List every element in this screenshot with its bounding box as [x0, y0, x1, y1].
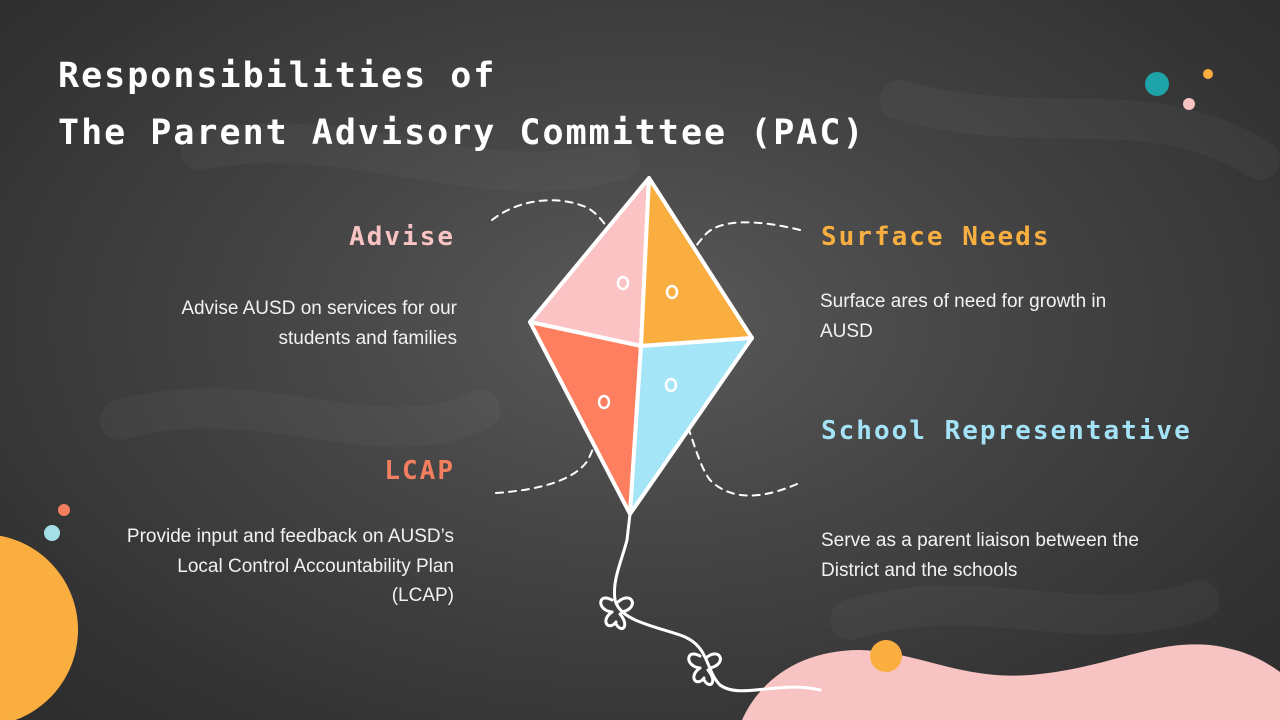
orange-blob	[0, 534, 78, 720]
kite-top-right	[641, 178, 752, 346]
lcap-heading: LCAP	[384, 456, 455, 486]
title-line-2: The Parent Advisory Committee (PAC)	[58, 113, 866, 153]
light-blue-dot	[44, 525, 60, 541]
orange-dot-large	[870, 640, 902, 672]
kite-tail	[601, 514, 820, 691]
pink-wave	[742, 644, 1280, 720]
surface-needs-heading: Surface Needs	[821, 222, 1051, 252]
kite	[530, 178, 752, 514]
lcap-description: Provide input and feedback on AUSD’s Local Control Accountability Plan (LCAP)	[126, 526, 454, 606]
surface-needs-description: Surface ares of need for growth in AUSD	[820, 291, 1107, 342]
school-representative-description: Serve as a parent liaison between the District and the schools	[821, 530, 1139, 581]
advise-description: Advise AUSD on services for our students and families	[181, 298, 457, 349]
pink-dot-small	[1183, 98, 1195, 110]
teal-dot	[1145, 72, 1169, 96]
orange-dot-small	[1203, 69, 1213, 79]
advise-heading: Advise	[349, 222, 455, 252]
school-representative-heading: School Representative	[821, 416, 1192, 446]
title-line-1: Responsibilities of	[58, 56, 497, 96]
coral-dot	[58, 504, 70, 516]
kite-top-left	[530, 178, 649, 346]
kite-bottom-right	[630, 338, 752, 514]
slide-title	[58, 48, 866, 162]
